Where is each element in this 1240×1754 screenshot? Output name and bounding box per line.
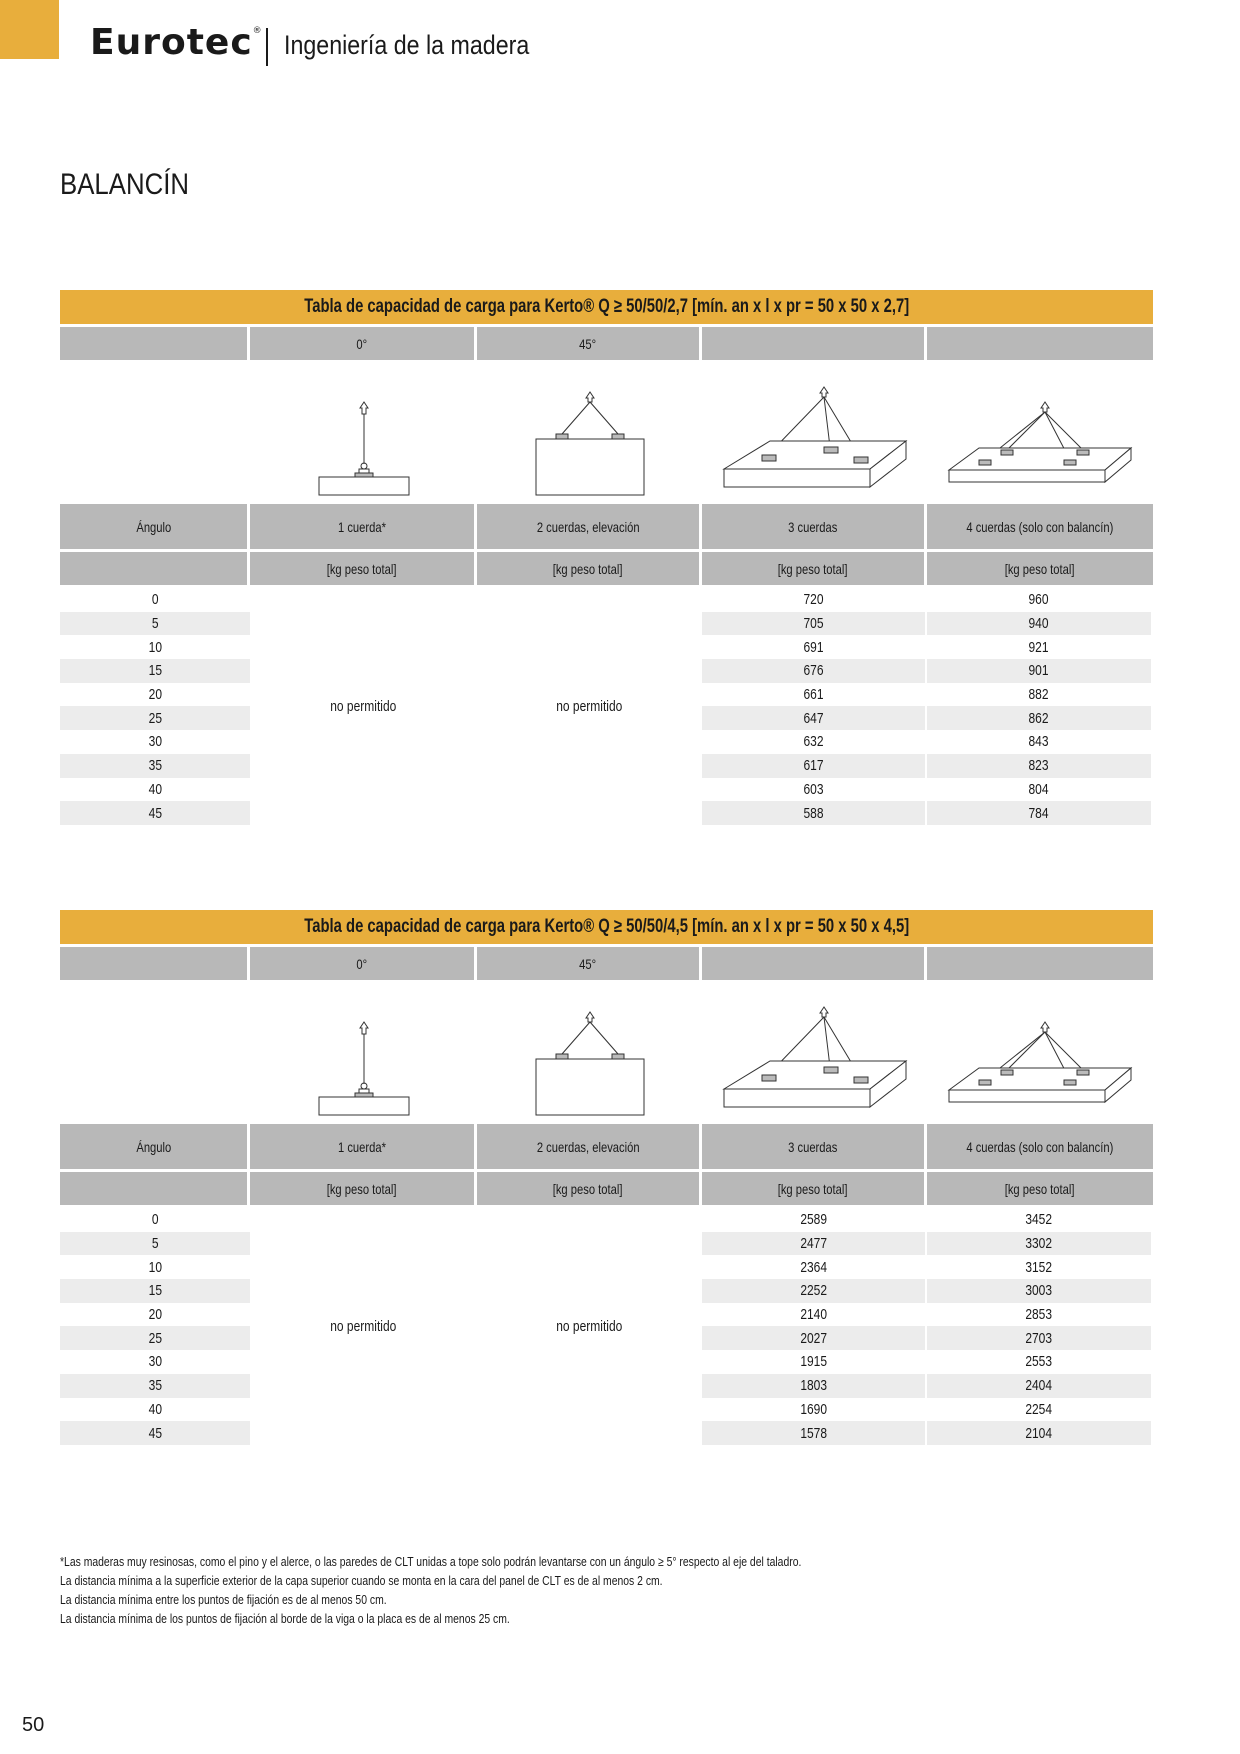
not-permitted-text: no permitido	[330, 698, 397, 715]
four-ropes-value	[927, 706, 1153, 730]
three-ropes-value-text: 603	[803, 780, 824, 798]
three-ropes-value	[702, 754, 927, 778]
three-ropes-value	[702, 588, 927, 612]
angle-label-0: 0°	[250, 947, 477, 980]
angle-cell-text: 0	[151, 1211, 159, 1229]
angle-cell	[60, 1421, 250, 1445]
not-permitted-text: no permitido	[556, 1318, 623, 1335]
diagram-two-ropes	[477, 980, 702, 1124]
angle-cell	[60, 1326, 250, 1350]
footnote: La distancia mínima a la superficie exterior de la capa superior cuando se monta en la cara del panel de CLT es de al menos 2 cm.	[60, 1573, 663, 1588]
not-permitted-text: no permitido	[556, 698, 623, 715]
angle-cell	[60, 1208, 250, 1232]
three-ropes-value-text: 588	[803, 804, 824, 822]
angle-cell	[60, 635, 250, 659]
col-header-angle: Ángulo	[60, 504, 250, 549]
four-ropes-value-text: 2553	[1025, 1353, 1053, 1371]
one-rope-not-permitted	[250, 588, 477, 825]
angle-cell	[60, 1232, 250, 1256]
col-header-1rope: 1 cuerda*	[250, 1124, 477, 1169]
four-ropes-value	[927, 1326, 1153, 1350]
header-separator	[266, 28, 268, 66]
angle-cell-text: 10	[148, 1258, 162, 1276]
angle-header-empty	[60, 327, 250, 360]
four-ropes-icon	[945, 1020, 1135, 1120]
units-2ropes: [kg peso total]	[477, 552, 702, 585]
three-ropes-value-text: 705	[803, 615, 824, 633]
angle-cell-text: 20	[148, 1306, 162, 1324]
four-ropes-value-text: 882	[1028, 686, 1050, 704]
three-ropes-value-text: 720	[803, 591, 824, 609]
angle-cell	[60, 1255, 250, 1279]
three-ropes-value	[702, 801, 927, 825]
angle-cell-text: 45	[148, 1424, 162, 1442]
diagram-three-ropes	[702, 360, 927, 504]
load-table-2-7	[60, 290, 1153, 825]
col-header-2ropes: 2 cuerdas, elevación	[477, 504, 702, 549]
units-empty	[60, 552, 250, 585]
three-ropes-value-text: 2027	[800, 1329, 827, 1347]
column-header-row	[60, 1124, 1153, 1169]
header-tagline: Ingeniería de la madera	[284, 30, 530, 60]
four-ropes-value-text: 921	[1028, 638, 1050, 656]
three-ropes-value-text: 1803	[800, 1377, 827, 1395]
three-ropes-value	[702, 683, 927, 707]
angle-cell-text: 25	[148, 1329, 162, 1347]
three-ropes-value-text: 2477	[800, 1235, 827, 1253]
angle-cell-text: 0	[151, 591, 159, 609]
units-4ropes: [kg peso total]	[927, 552, 1153, 585]
four-ropes-value	[927, 754, 1153, 778]
col-header-2ropes: 2 cuerdas, elevación	[477, 1124, 702, 1169]
diagram-four-ropes	[927, 360, 1153, 504]
lifting-diagrams-row	[60, 980, 1153, 1124]
three-ropes-value	[702, 778, 927, 802]
angle-cell-text: 40	[148, 1400, 162, 1418]
angle-cell-text: 30	[148, 1353, 162, 1371]
angle-cell	[60, 706, 250, 730]
three-ropes-value-text: 1690	[800, 1400, 827, 1418]
three-ropes-value	[702, 612, 927, 636]
angle-cell-text: 40	[148, 780, 162, 798]
four-ropes-value	[927, 635, 1153, 659]
four-ropes-value-text: 960	[1028, 591, 1050, 609]
angle-header-empty	[702, 947, 927, 980]
four-ropes-value	[927, 1374, 1153, 1398]
four-ropes-value	[927, 659, 1153, 683]
page-title: BALANCÍN	[60, 168, 190, 201]
three-ropes-value-text: 2140	[800, 1306, 827, 1324]
two-ropes-not-permitted	[477, 1208, 702, 1445]
three-ropes-value-text: 661	[803, 686, 824, 704]
diagram-one-rope	[250, 980, 477, 1124]
four-ropes-value	[927, 730, 1153, 754]
angle-cell-text: 25	[148, 709, 162, 727]
three-ropes-value	[702, 1421, 927, 1445]
angle-header-row	[60, 947, 1153, 980]
four-ropes-value-text: 784	[1028, 804, 1050, 822]
angle-cell	[60, 1279, 250, 1303]
three-ropes-value-text: 691	[803, 638, 824, 656]
angle-header-empty	[927, 327, 1153, 360]
one-rope-not-permitted	[250, 1208, 477, 1445]
four-ropes-value	[927, 778, 1153, 802]
angle-cell-text: 45	[148, 804, 162, 822]
four-ropes-value	[927, 683, 1153, 707]
angle-cell	[60, 588, 250, 612]
three-ropes-value	[702, 1374, 927, 1398]
three-ropes-value-text: 2589	[800, 1211, 827, 1229]
four-ropes-value-text: 3302	[1025, 1235, 1053, 1253]
three-ropes-value	[702, 1350, 927, 1374]
four-ropes-value	[927, 1303, 1153, 1327]
four-ropes-value	[927, 1398, 1153, 1422]
angle-cell-text: 35	[148, 757, 162, 775]
not-permitted-text: no permitido	[330, 1318, 397, 1335]
angle-header-empty	[702, 327, 927, 360]
four-ropes-value-text: 823	[1028, 757, 1050, 775]
diagram-two-ropes	[477, 360, 702, 504]
footnote: La distancia mínima entre los puntos de fijación es de al menos 50 cm.	[60, 1592, 387, 1607]
column-header-row	[60, 504, 1153, 549]
angle-cell	[60, 1350, 250, 1374]
brand-name: Eurotec	[90, 22, 253, 63]
diagram-four-ropes	[927, 980, 1153, 1124]
diagram-empty	[60, 980, 250, 1124]
three-ropes-value	[702, 659, 927, 683]
angle-header-empty	[927, 947, 1153, 980]
three-ropes-icon	[720, 385, 910, 500]
col-header-4ropes: 4 cuerdas (solo con balancín)	[927, 504, 1153, 549]
angle-cell-text: 5	[151, 1235, 159, 1253]
three-ropes-value-text: 647	[803, 709, 824, 727]
units-3ropes: [kg peso total]	[702, 1172, 927, 1205]
angle-label-45: 45°	[477, 327, 702, 360]
col-header-3ropes: 3 cuerdas	[702, 504, 927, 549]
four-ropes-value-text: 901	[1028, 662, 1050, 680]
brand-mark: ®	[252, 26, 263, 36]
units-1rope: [kg peso total]	[250, 552, 477, 585]
angle-cell	[60, 778, 250, 802]
three-ropes-value	[702, 1208, 927, 1232]
four-ropes-value	[927, 1350, 1153, 1374]
units-header-row	[60, 552, 1153, 585]
angle-cell	[60, 1303, 250, 1327]
three-ropes-value	[702, 635, 927, 659]
angle-cell	[60, 801, 250, 825]
four-ropes-icon	[945, 400, 1135, 500]
angle-cell	[60, 612, 250, 636]
units-4ropes: [kg peso total]	[927, 1172, 1153, 1205]
angle-cell-text: 15	[148, 662, 162, 680]
angle-cell-text: 35	[148, 1377, 162, 1395]
four-ropes-value	[927, 1421, 1153, 1445]
angle-cell	[60, 683, 250, 707]
angle-header-row	[60, 327, 1153, 360]
three-ropes-value	[702, 1279, 927, 1303]
one-rope-icon	[309, 400, 419, 500]
col-header-angle: Ángulo	[60, 1124, 250, 1169]
two-ropes-icon	[530, 390, 650, 500]
four-ropes-value	[927, 1279, 1153, 1303]
three-ropes-value-text: 676	[803, 662, 824, 680]
three-ropes-value-text: 1578	[800, 1424, 827, 1442]
angle-label-45: 45°	[477, 947, 702, 980]
col-header-4ropes: 4 cuerdas (solo con balancín)	[927, 1124, 1153, 1169]
four-ropes-value-text: 843	[1028, 733, 1050, 751]
four-ropes-value-text: 940	[1028, 615, 1050, 633]
corner-accent	[0, 0, 59, 59]
footnote: La distancia mínima de los puntos de fijación al borde de la viga o la placa es de al menos 25 cm.	[60, 1611, 510, 1626]
angle-cell	[60, 1374, 250, 1398]
table-title: Tabla de capacidad de carga para Kerto® Q ≥ 50/50/4,5 [mín. an x l x pr = 50 x 50 x 4,5]	[60, 910, 1153, 944]
four-ropes-value-text: 2853	[1025, 1306, 1053, 1324]
three-ropes-value-text: 1915	[800, 1353, 827, 1371]
four-ropes-value-text: 2404	[1025, 1377, 1053, 1395]
lifting-diagrams-row	[60, 360, 1153, 504]
three-ropes-value	[702, 1232, 927, 1256]
angle-cell	[60, 659, 250, 683]
four-ropes-value-text: 3003	[1025, 1282, 1053, 1300]
four-ropes-value	[927, 1208, 1153, 1232]
diagram-three-ropes	[702, 980, 927, 1124]
angle-cell	[60, 1398, 250, 1422]
three-ropes-value	[702, 1326, 927, 1350]
col-header-3ropes: 3 cuerdas	[702, 1124, 927, 1169]
col-header-1rope: 1 cuerda*	[250, 504, 477, 549]
angle-cell-text: 20	[148, 686, 162, 704]
units-3ropes: [kg peso total]	[702, 552, 927, 585]
page-number: 50	[22, 1714, 45, 1736]
three-ropes-value	[702, 1398, 927, 1422]
table-body	[60, 588, 1153, 825]
three-ropes-icon	[720, 1005, 910, 1120]
four-ropes-value-text: 2703	[1025, 1329, 1053, 1347]
angle-cell-text: 5	[151, 615, 159, 633]
units-1rope: [kg peso total]	[250, 1172, 477, 1205]
angle-cell-text: 10	[148, 638, 162, 656]
angle-cell	[60, 754, 250, 778]
diagram-one-rope	[250, 360, 477, 504]
three-ropes-value-text: 617	[803, 757, 824, 775]
four-ropes-value	[927, 612, 1153, 636]
units-empty	[60, 1172, 250, 1205]
four-ropes-value-text: 3152	[1025, 1258, 1053, 1276]
brand-logo	[90, 22, 263, 63]
three-ropes-value	[702, 1255, 927, 1279]
angle-cell-text: 30	[148, 733, 162, 751]
three-ropes-value	[702, 706, 927, 730]
four-ropes-value	[927, 588, 1153, 612]
four-ropes-value-text: 862	[1028, 709, 1050, 727]
three-ropes-value	[702, 1303, 927, 1327]
units-header-row	[60, 1172, 1153, 1205]
three-ropes-value-text: 632	[803, 733, 824, 751]
units-2ropes: [kg peso total]	[477, 1172, 702, 1205]
four-ropes-value	[927, 1255, 1153, 1279]
three-ropes-value-text: 2252	[800, 1282, 827, 1300]
four-ropes-value	[927, 801, 1153, 825]
footnotes	[60, 1552, 987, 1628]
three-ropes-value	[702, 730, 927, 754]
footnote: *Las maderas muy resinosas, como el pino y el alerce, o las paredes de CLT unidas a tope solo podrán levantarse con un ángulo ≥ 5° respecto al eje del taladro.	[60, 1554, 802, 1569]
one-rope-icon	[309, 1020, 419, 1120]
four-ropes-value-text: 3452	[1025, 1211, 1053, 1229]
table-title: Tabla de capacidad de carga para Kerto® Q ≥ 50/50/2,7 [mín. an x l x pr = 50 x 50 x 2,7]	[60, 290, 1153, 324]
two-ropes-not-permitted	[477, 588, 702, 825]
table-body	[60, 1208, 1153, 1445]
three-ropes-value-text: 2364	[800, 1258, 827, 1276]
diagram-empty	[60, 360, 250, 504]
four-ropes-value	[927, 1232, 1153, 1256]
load-table-4-5	[60, 910, 1153, 1445]
angle-cell-text: 15	[148, 1282, 162, 1300]
two-ropes-icon	[530, 1010, 650, 1120]
four-ropes-value-text: 2104	[1025, 1424, 1053, 1442]
four-ropes-value-text: 2254	[1025, 1400, 1053, 1418]
angle-header-empty	[60, 947, 250, 980]
angle-label-0: 0°	[250, 327, 477, 360]
angle-cell	[60, 730, 250, 754]
four-ropes-value-text: 804	[1028, 780, 1050, 798]
